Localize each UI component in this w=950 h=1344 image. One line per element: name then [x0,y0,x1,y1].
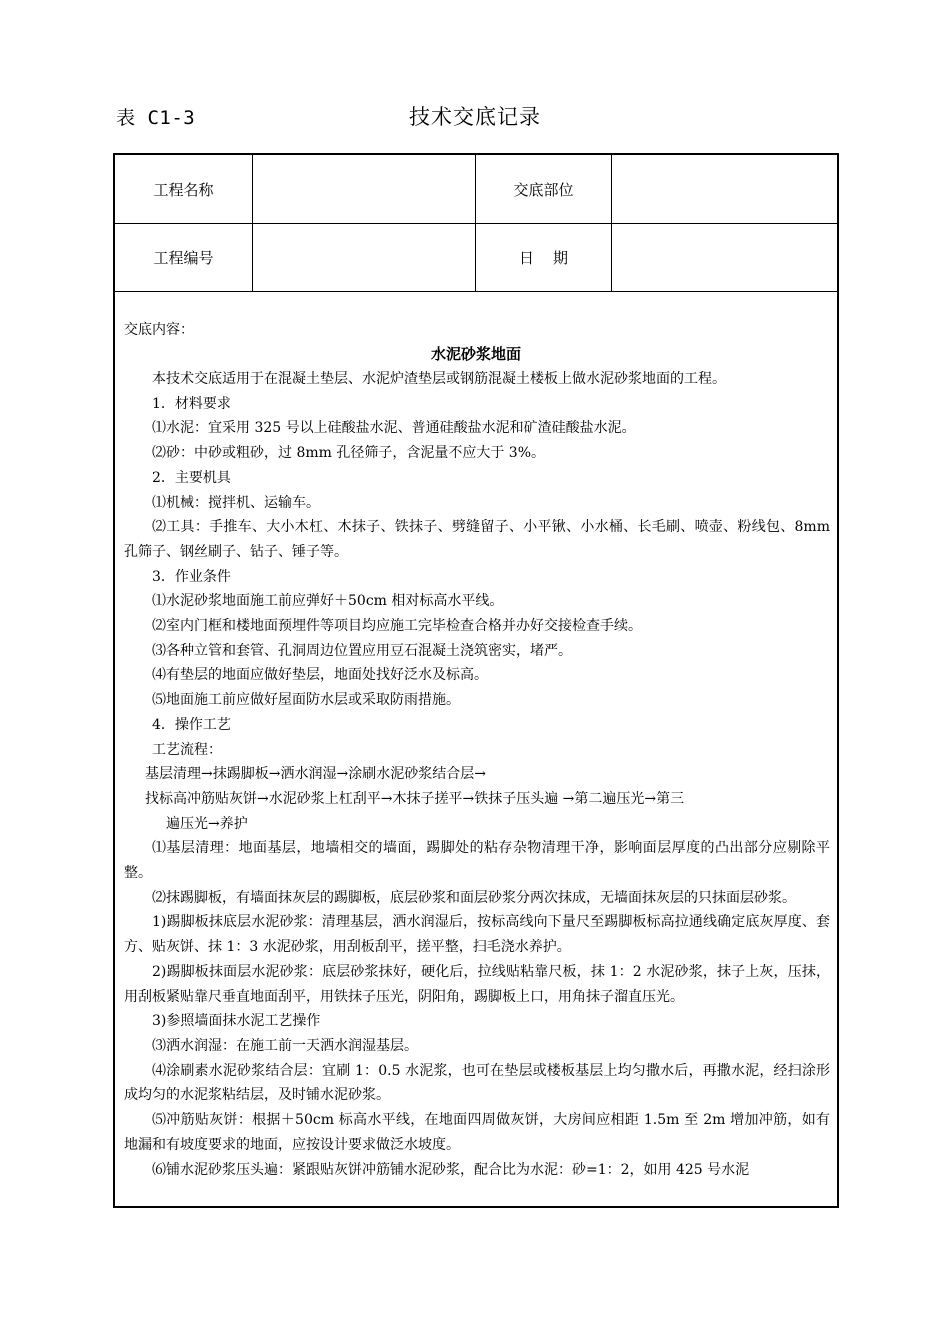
form-code: 表 C1-3 [116,107,196,129]
project-name-value[interactable] [253,155,476,223]
flow-line-1: 基层清理→抹踢脚板→洒水润湿→涂刷水泥砂浆结合层→ [145,766,486,783]
location-value[interactable] [612,155,837,223]
paragraph: ⑵室内门框和楼地面预埋件等项目均应施工完毕检查合格并办好交接检查手续。 [152,618,642,635]
flow-line-2-text: 找标高冲筋贴灰饼→水泥砂浆上杠刮平→木抹子搓平→铁抹子压头遍 →第二遍压光→第三 [145,790,685,807]
paragraph: ⑴机械：搅拌机、运输车。 [152,494,320,511]
content-label: 交底内容： [124,322,194,338]
paragraph: ⑴基层清理：地面基层，地墙相交的墙面，踢脚处的粘存杂物清理干净，影响面层厚度的凸出部分应剔除平整。 [124,840,830,882]
header-row-1 [115,155,837,224]
content-area [115,292,837,1206]
paragraph: 1．材料要求 [152,395,231,412]
paragraph: 本技术交底适用于在混凝土垫层、水泥炉渣垫层或钢筋混凝土楼板上做水泥砂浆地面的工程。 [152,371,726,387]
paragraph: 2)踢脚板抹面层水泥砂浆：底层砂浆抹好，硬化后，拉线贴粘靠尺板，抹 1：2 水泥砂浆，抹子上灰，压抹，用刮板紧贴靠尺垂直地面刮平，用铁抹子压光，阴阳角，踢脚板上口，用角抹子溜直压光。 [124,963,830,1005]
content-body [124,367,830,1182]
project-name-label: 工程名称 [115,155,253,223]
paragraph: ⑶各种立管和套管、孔洞周边位置应用豆石混凝土浇筑密实，堵严。 [152,642,572,659]
paragraph: 1)踢脚板抹底层水泥砂浆：清理基层，洒水润湿后，按标高线向下量尺至踢脚板标高拉通线确定底灰厚度、套方、贴灰饼、抹 1：3 水泥砂浆，用刮板刮平，搓平整，扫毛浇水养护。 [124,914,830,956]
paragraph: ⑷有垫层的地面应做好垫层，地面处找好泛水及标高。 [152,667,488,684]
paragraph: ⑵抹踢脚板，有墙面抹灰层的踢脚板，底层砂浆和面层砂浆分两次抹成，无墙面抹灰层的只抹面层砂浆。 [152,889,796,906]
project-no-label: 工程编号 [115,223,253,291]
paragraph: ⑹铺水泥砂浆压头遍：紧跟贴灰饼冲筋铺水泥砂浆，配合比为水泥：砂=1：2，如用 425 号水泥 [152,1161,750,1178]
header-row-2 [115,223,837,292]
date-label: 日 期 [476,223,612,291]
paragraph: 工艺流程： [152,741,222,758]
record-form [113,153,839,1208]
paragraph: ⑶洒水润湿：在施工前一天洒水润湿基层。 [152,1037,418,1054]
location-label: 交底部位 [476,155,612,223]
content-heading: 水泥砂浆地面 [430,345,521,363]
paragraph: ⑵砂：中砂或粗砂，过 8mm 孔径筛子，含泥量不应大于 3%。 [152,445,546,462]
paragraph: ⑴水泥：宜采用 325 号以上硅酸盐水泥、普通硅酸盐水泥和矿渣硅酸盐水泥。 [152,420,636,437]
flow-line-2 [124,787,830,836]
paragraph: 3．作业条件 [152,568,231,585]
date-value[interactable] [612,223,837,291]
paragraph: 2．主要机具 [152,469,231,486]
paragraph: 3)参照墙面抹水泥工艺操作 [152,1013,321,1030]
form-title: 技术交底记录 [409,105,541,129]
project-no-value[interactable] [253,223,476,291]
paragraph: ⑷涂刷素水泥砂浆结合层：宜刷 1：0.5 水泥浆，也可在垫层或楼板基层上均匀撒水后，再撒水泥，经扫涂形成均匀的水泥浆粘结层，及时铺水泥砂浆。 [124,1062,830,1104]
paragraph: ⑴水泥砂浆地面施工前应弹好＋50cm 相对标高水平线。 [152,593,504,610]
paragraph: 4．操作工艺 [152,716,231,733]
flow-line-2-cont: 遍压光→养护 [166,815,248,832]
paragraph: ⑸地面施工前应做好屋面防水层或采取防雨措施。 [152,692,460,709]
paragraph: ⑸冲筋贴灰饼：根据＋50cm 标高水平线，在地面四周做灰饼，大房间应相距 1.5m 至 2m 增加冲筋，如有地漏和有坡度要求的地面，应按设计要求做泛水坡度。 [124,1112,830,1153]
paragraph: ⑵工具：手推车、大小木杠、木抹子、铁抹子、劈缝留子、小平锹、小水桶、长毛刷、喷壶、粉线包、8mm 孔筛子、钢丝刷子、钻子、锤子等。 [124,519,830,560]
